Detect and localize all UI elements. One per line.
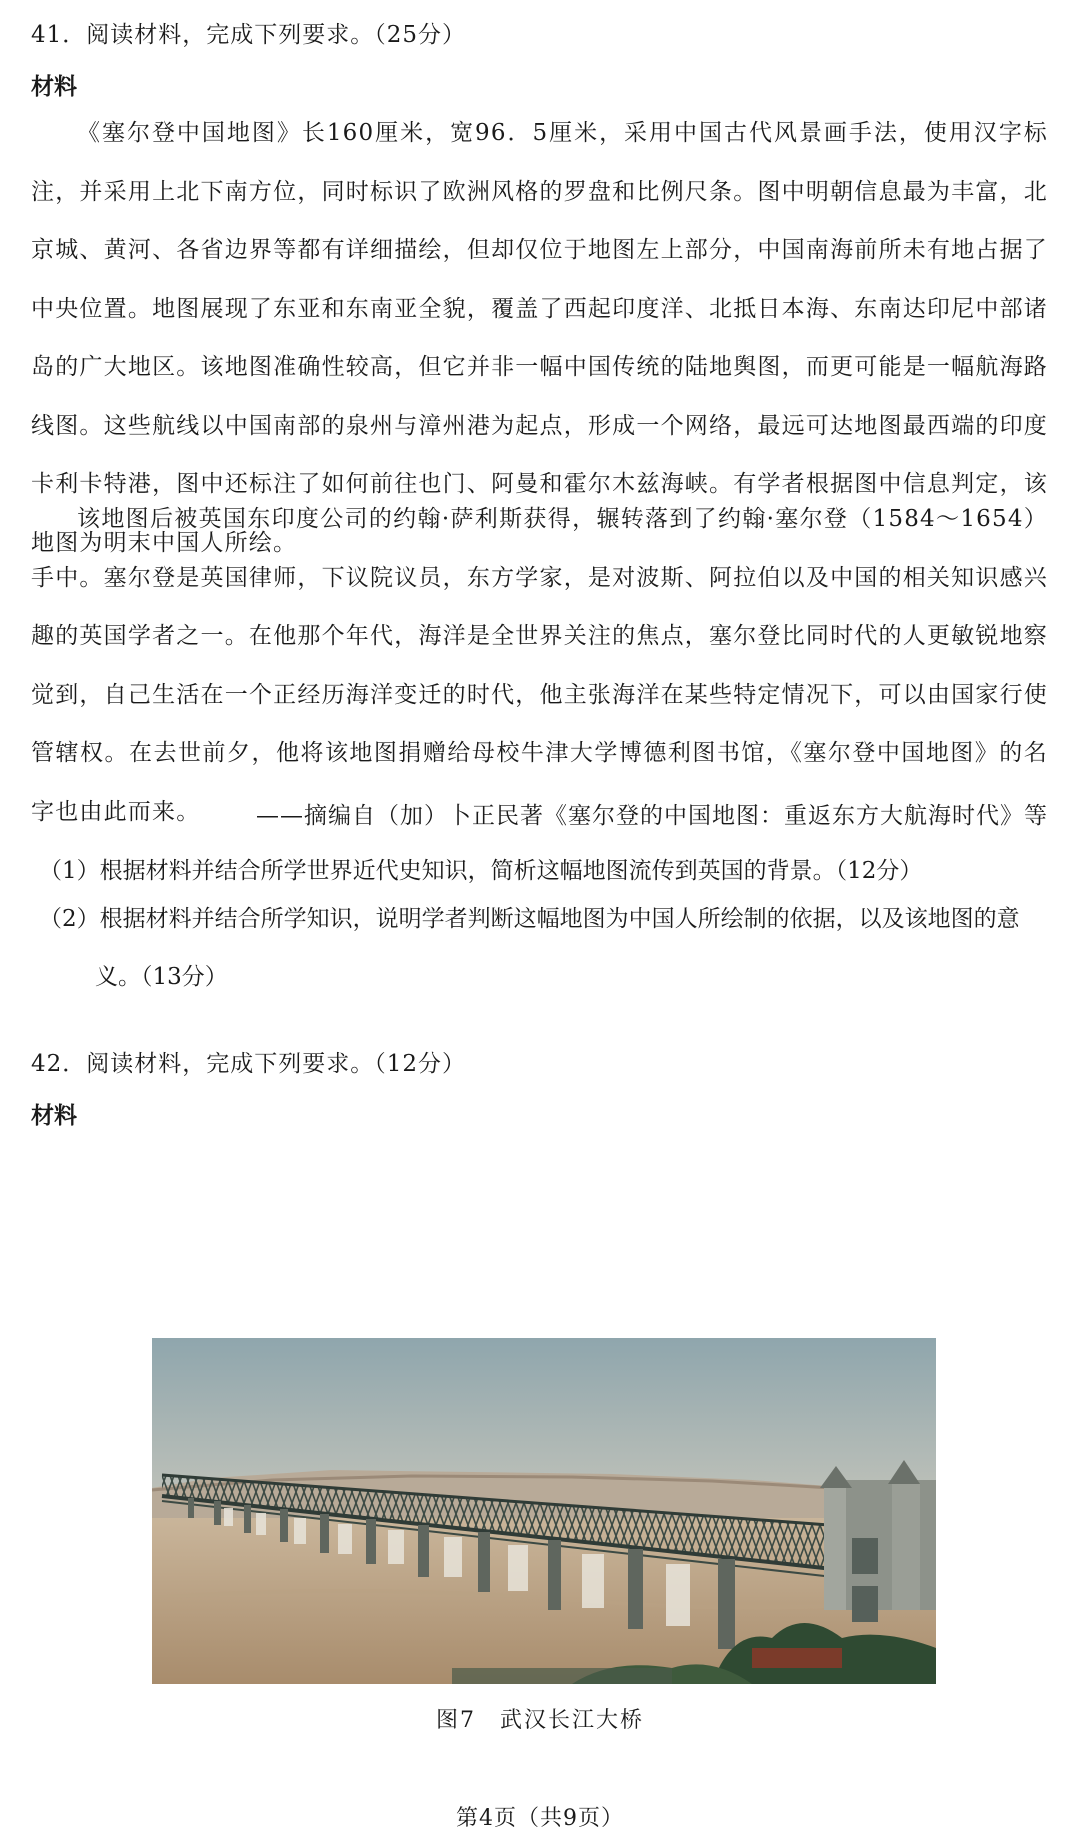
material-label-41: 材料 bbox=[31, 74, 77, 100]
sub-question-1: （1）根据材料并结合所学世界近代史知识，简析这幅地图流传到英国的背景。（12分） bbox=[39, 858, 923, 884]
material-source: ——摘编自（加）卜正民著《塞尔登的中国地图：重返东方大航海时代》等 bbox=[256, 803, 1048, 829]
bridge-photo bbox=[152, 1338, 936, 1684]
figure-caption: 图7 武汉长江大桥 bbox=[436, 1708, 644, 1733]
material-paragraph-1: 《塞尔登中国地图》长160厘米，宽96．5厘米，采用中国古代风景画手法，使用汉字标注，并采用上北下南方位，同时标识了欧洲风格的罗盘和比例尺条。图中明朝信息最为丰富，北京城、黄河、各省边界等都有详细描绘，但却仅位于地图左上部分，中国南海前所未有地占据了中央位置。地图展现了东亚和东南亚全貌，覆盖了西起印度洋、北抵日本海、东南达印尼中部诸岛的广大地区。该地图准确性较高，但它并非一幅中国传统的陆地舆图，而更可能是一幅航海路线图。这些航线以中国南部的泉州与漳州港为起点，形成一个网络，最远可达地图最西端的印度卡利卡特港，图中还标注了如何前往也门、阿曼和霍尔木兹海峡。有学者根据图中信息判定，该地图为明末中国人所绘。 bbox=[31, 120, 1048, 556]
question-41-title: 41．阅读材料，完成下列要求。（25分） bbox=[31, 22, 467, 48]
material-label-42: 材料 bbox=[31, 1103, 77, 1129]
sub-question-2: （2）根据材料并结合所学知识，说明学者判断这幅地图为中国人所绘制的依据，以及该地图的意义。（13分） bbox=[39, 906, 1020, 990]
page-footer: 第4页（共9页） bbox=[456, 1806, 624, 1831]
question-42-title: 42．阅读材料，完成下列要求。（12分） bbox=[31, 1051, 467, 1077]
material-paragraph-2: 该地图后被英国东印度公司的约翰·萨利斯获得，辗转落到了约翰·塞尔登（1584～1654）手中。塞尔登是英国律师，下议院议员，东方学家，是对波斯、阿拉伯以及中国的相关知识感兴趣的英国学者之一。在他那个年代，海洋是全世界关注的焦点，塞尔登比同时代的人更敏锐地察觉到，自己生活在一个正经历海洋变迁的时代，他主张海洋在某些特定情况下，可以由国家行使管辖权。在去世前夕，他将该地图捐赠给母校牛津大学博德利图书馆，《塞尔登中国地图》的名字也由此而来。 bbox=[31, 506, 1048, 825]
